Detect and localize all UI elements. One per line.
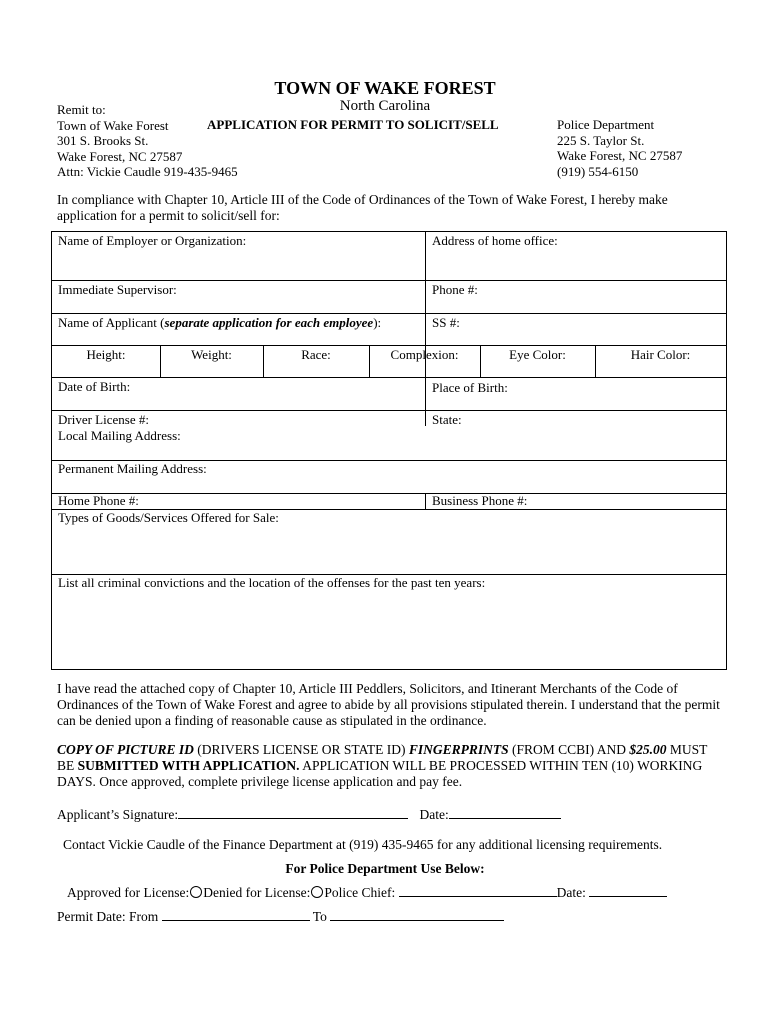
requirement-text: APPLICATION WILL BE PROCESSED WITHIN TEN (10) WORKING DAYS. Once approved, complete privilege license application and pay fee.: [57, 758, 703, 789]
requirement-text: (FROM CCBI) AND: [508, 742, 630, 757]
approved-label: Approved for License:: [67, 885, 190, 900]
remit-line-4: Attn: Vickie Caudle 919-435-9465: [57, 164, 238, 179]
remit-line-2: 301 S. Brooks St.: [57, 133, 149, 148]
requirement-text: (DRIVERS LICENSE OR STATE ID): [193, 742, 409, 757]
application-title: APPLICATION FOR PERMIT TO SOLICIT/SELL: [207, 117, 499, 132]
height-field[interactable]: Height:: [86, 347, 126, 362]
intro-paragraph: In compliance with Chapter 10, Article III of the Code of Ordinances of the Town of Wake Forest, I hereby make application for a permit to solicit/sell for:: [57, 192, 668, 223]
race-field[interactable]: Race:: [301, 347, 331, 362]
police-line-4: (919) 554-6150: [557, 163, 639, 179]
driver-license-field[interactable]: Driver License #:: [58, 412, 149, 427]
home-phone-field[interactable]: Home Phone #:: [58, 493, 139, 508]
hair-color-field[interactable]: Hair Color:: [630, 347, 691, 362]
remit-label: Remit to:: [57, 102, 106, 117]
row-divider: [52, 410, 726, 411]
police-date-line[interactable]: [589, 884, 667, 897]
police-approval-row: [67, 884, 667, 901]
ss-field[interactable]: SS #:: [432, 315, 460, 330]
criminal-convictions-field[interactable]: List all criminal convictions and the location of the offenses for the past ten years:: [58, 575, 486, 590]
signature-date-line[interactable]: [449, 806, 561, 819]
requirement-text: MUST BE: [57, 742, 708, 773]
police-line-2: 225 S. Taylor St.: [557, 132, 645, 148]
police-use-heading: For Police Department Use Below:: [285, 861, 485, 876]
fingerprints-requirement: FINGERPRINTS: [408, 742, 509, 757]
supervisor-field[interactable]: Immediate Supervisor:: [58, 282, 177, 297]
remit-address-block: [57, 102, 238, 180]
row-divider: [52, 313, 726, 314]
business-phone-field[interactable]: Business Phone #:: [432, 493, 528, 508]
row-divider: [52, 377, 726, 378]
permit-from-label: Permit Date: From: [57, 909, 159, 924]
applicant-label-note: separate application for each employee: [164, 315, 374, 330]
row-divider: [52, 493, 726, 494]
applicant-name-field[interactable]: [58, 315, 381, 331]
state-field[interactable]: State:: [432, 412, 462, 427]
complexion-field[interactable]: Complexion:: [390, 347, 459, 362]
police-date-label: Date:: [556, 885, 586, 900]
signature-label: Applicant’s Signature:: [57, 807, 179, 822]
permit-date-row: [57, 908, 504, 925]
permanent-address-field[interactable]: Permanent Mailing Address:: [58, 461, 207, 476]
employer-field[interactable]: Name of Employer or Organization:: [58, 233, 247, 248]
contact-line: Contact Vickie Caudle of the Finance Department at (919) 435-9465 for any additional licensing requirements.: [63, 837, 663, 852]
submitted-requirement: SUBMITTED WITH APPLICATION.: [77, 758, 300, 773]
row-divider: [52, 345, 726, 346]
police-line-3: Wake Forest, NC 27587: [557, 148, 683, 163]
local-address-field[interactable]: Local Mailing Address:: [58, 428, 181, 443]
weight-field[interactable]: Weight:: [191, 347, 232, 362]
requirements-paragraph: [57, 742, 727, 790]
police-line-1: Police Department: [557, 117, 655, 132]
permit-to-label: To: [312, 909, 327, 924]
applicant-label-suffix: ):: [373, 315, 382, 330]
permit-from-line[interactable]: [162, 908, 310, 921]
row-divider: [52, 280, 726, 281]
remit-line-1: Town of Wake Forest: [57, 117, 169, 133]
denied-label: Denied for License:: [203, 885, 311, 900]
pob-field[interactable]: Place of Birth:: [432, 380, 508, 395]
police-address-block: [557, 117, 682, 179]
page-title: TOWN OF WAKE FOREST: [274, 78, 496, 98]
state-subtitle: North Carolina: [339, 98, 431, 114]
goods-services-field[interactable]: Types of Goods/Services Offered for Sale:: [58, 510, 279, 525]
home-office-field[interactable]: Address of home office:: [432, 233, 558, 248]
signature-row: [57, 806, 561, 823]
police-chief-label: Police Chief:: [324, 885, 396, 900]
signature-date-label: Date:: [419, 807, 449, 822]
denied-radio[interactable]: [311, 886, 323, 898]
remit-line-3: Wake Forest, NC 27587: [57, 148, 183, 164]
acknowledgement-paragraph: I have read the attached copy of Chapter 10, Article III Peddlers, Solicitors, and Itinerant Merchants of the Code of Ordinances of the Town of Wake Forest and agree to abide by all provisions stipulated therein. I understand that the permit can be denied upon a finding of reasonable cause as stipulated in the ordinance.: [57, 681, 720, 728]
eye-color-field[interactable]: Eye Color:: [509, 347, 566, 362]
dob-field[interactable]: Date of Birth:: [58, 379, 131, 394]
picture-id-requirement: COPY OF PICTURE ID: [57, 742, 194, 757]
signature-line[interactable]: [178, 806, 408, 819]
fee-requirement: $25.00: [629, 742, 667, 757]
applicant-label-prefix: Name of Applicant (: [58, 315, 165, 330]
permit-to-line[interactable]: [330, 908, 504, 921]
column-divider: [425, 493, 426, 509]
phone-field[interactable]: Phone #:: [432, 282, 478, 297]
police-chief-line[interactable]: [399, 884, 557, 897]
approved-radio[interactable]: [190, 886, 202, 898]
column-divider: [425, 377, 426, 426]
application-form: [51, 231, 727, 670]
